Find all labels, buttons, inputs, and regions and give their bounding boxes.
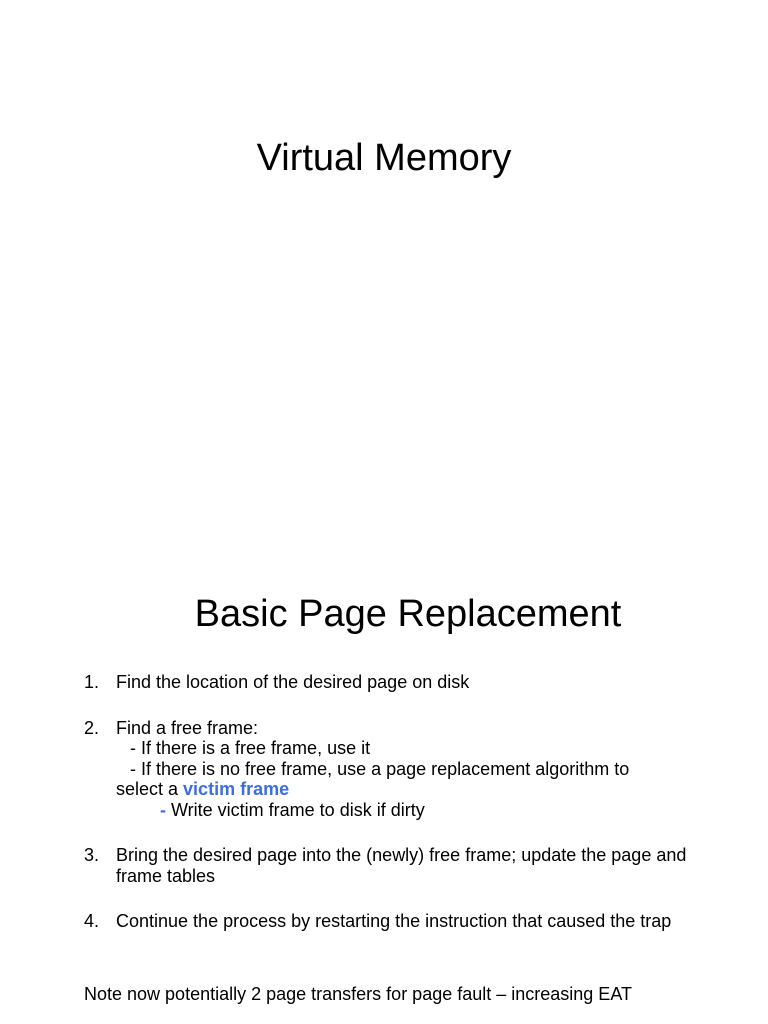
victim-frame-highlight: victim frame xyxy=(183,779,290,799)
step-1 xyxy=(84,672,724,693)
sub-item-continuation xyxy=(116,779,724,800)
step-4 xyxy=(84,911,724,932)
slide-title-virtual-memory: Virtual Memory xyxy=(256,137,512,179)
note-text: Note now potentially 2 page transfers for page fault – increasing EAT xyxy=(84,984,632,1004)
sub-item-write-victim xyxy=(116,800,724,821)
accent-dash: - xyxy=(160,799,166,820)
list-spacer xyxy=(84,693,724,718)
step-number: 2. xyxy=(84,717,100,738)
step-3 xyxy=(84,845,724,886)
sub-item-free-frame: - If there is a free frame, use it xyxy=(130,738,371,758)
step-number: 4. xyxy=(84,911,100,931)
write-victim-text: Write victim frame to disk if dirty xyxy=(166,799,425,820)
step-2 xyxy=(84,718,724,821)
step-number: 1. xyxy=(84,672,100,692)
slide-title-basic-page-replacement: Basic Page Replacement xyxy=(194,593,622,635)
list-spacer xyxy=(84,820,724,845)
step-text: Find a free frame: xyxy=(116,717,259,738)
step-text: Find the location of the desired page on disk xyxy=(116,672,470,692)
sub-item-no-free-frame: - If there is no free frame, use a page replacement algorithm to xyxy=(130,758,630,779)
step-number: 3. xyxy=(84,845,100,865)
step-text: Bring the desired page into the (newly) free frame; update the page and frame tables xyxy=(116,845,687,886)
step-text: Continue the process by restarting the instruction that caused the trap xyxy=(116,911,672,931)
continuation-text: select a xyxy=(116,779,184,799)
steps-list xyxy=(84,672,724,932)
list-spacer xyxy=(84,886,724,911)
